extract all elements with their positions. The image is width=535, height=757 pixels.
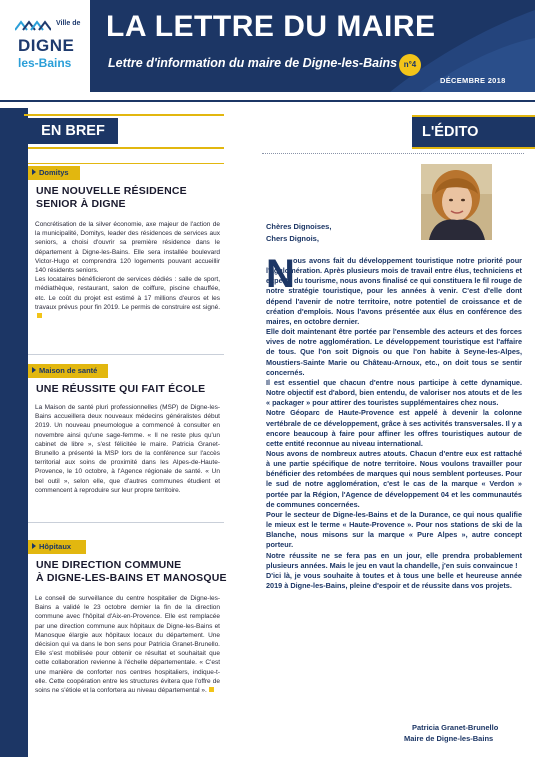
article-separator	[28, 522, 224, 523]
edito-paragraph: Notre Géoparc de Haute-Provence est appelé à devenir la colonne vertébrale de ce développement, grâce à ses activités transversales. Il y a encore beaucoup à faire pour affiner les offres touristiques autour de cette entité reconnue au niveau international.	[266, 408, 522, 448]
logo-digne-text: DIGNE	[18, 36, 75, 55]
article-paragraph-text: Le conseil de surveillance du centre hospitalier de Digne-les-Bains a validé le 23 octobre dernier la fin de la direction commune avec l'hôpital d'Aix-en-Provence. Elle est remplacée par une direction commune aux hôpitaux de Digne-les-Bains et Manosque élargie aux hôpitaux locaux du département. Une décision qui va dans le bon sens pour Patricia Granet-Brunello. Elle s'est mobilisée pour obtenir ce résultat et souhaitait que cette collaboration revienne à l'échelle départementale. « C'est une manière de conforter nos centres hospitaliers, indique-t-elle. Cette coopération entre les structures évitera que l'offre de soins ne s'étiole et la confortera au niveau départemental ».	[35, 595, 220, 695]
article-body	[35, 403, 220, 495]
issue-number-badge: n°4	[399, 54, 421, 76]
logo-bains-text: les-Bains	[18, 56, 72, 70]
en-bref-heading: EN BREF	[28, 118, 118, 144]
header-divider	[0, 100, 535, 102]
edito-paragraph: ous avons fait du développement touristique notre priorité pour l'agglomération. Après plusieurs mois de travail entre élus, techniciens et experts du tourisme, nous avons finalisé ce qui constituera le fil rouge de notre stratégie touristique, pour les années à venir. C'est d'elle dont dépend l'avenir de notre territoire, notre potentiel de croissance et de création d'emplois. Nous l'avons présentée aux élus en conférence des maires, en octobre dernier.	[266, 256, 522, 326]
signature-name: Patricia Granet-Brunello	[412, 723, 499, 732]
article-body	[35, 220, 220, 321]
article-title-line: UNE RÉUSSITE QUI FAIT ÉCOLE	[36, 383, 206, 395]
edito-paragraph: Pour le secteur de Digne-les-Bains et de la Durance, ce qui nous qualifie le mieux est le terme « Haute-Provence ». Pour nos stations de ski de la Blanche, nous misons sur la marque « Pure Alpes », autre concept porteur.	[266, 509, 522, 550]
mayor-portrait	[421, 164, 492, 240]
edito-paragraph: Nous avons de nombreux autres atouts. Chacun d'entre eux est rattaché à une partie spécifique de notre territoire. Nous voulons travailler pour bénéficier des retombées de marques qui nous semblent porteuses. Pour le sud de notre agglomération, c'est le cas de la marque « Verdon » portée par la Région, l'Agence de développement 04 et les communautés de communes concernées.	[266, 448, 522, 509]
article-paragraph	[35, 594, 220, 695]
arrow-icon	[32, 169, 36, 175]
en-bref-column	[0, 108, 250, 757]
article-title-line: SENIOR À DIGNE	[36, 198, 126, 210]
article-paragraph	[35, 275, 220, 321]
city-logo[interactable]	[6, 6, 90, 100]
edito-paragraph: Il est essentiel que chacun d'entre nous participe à cette dynamique. Notre objectif est d'abord, bien entendu, de valoriser nos atouts et de les « packager » pour attirer des touristes supplémentaires chez nous.	[266, 377, 522, 408]
gold-rule	[412, 147, 535, 149]
article-title-line: À DIGNE-LES-BAINS ET MANOSQUE	[36, 572, 227, 584]
tag-label: Maison de santé	[39, 366, 98, 375]
tag-maison-de-sante	[28, 364, 108, 378]
newsletter-header	[0, 0, 535, 100]
end-mark-icon	[37, 313, 42, 318]
title-band	[90, 0, 535, 92]
arrow-icon	[32, 543, 36, 549]
article-paragraph-text: Les locataires bénéficieront de services dédiés : salle de sport, médiathèque, restaurant, salon de coiffure, piscine chauffée, etc. Le coût du projet est estimé à 17 millions d'euros et les travaux prévus pour fin 2019. Le permis de construire est signé.	[35, 276, 220, 311]
edito-heading: L'ÉDITO	[412, 117, 535, 147]
article-title	[36, 185, 187, 211]
article-separator	[28, 354, 224, 355]
greeting-line: Chers Dignois,	[266, 234, 319, 243]
edito-paragraph: D'ici là, je vous souhaite à toutes et à tous une belle et heureuse année 2019 à Digne-les-Bains, pleine d'espoir et de réussite dans vos projets.	[266, 570, 522, 590]
edito-greeting	[266, 221, 331, 245]
roofs-icon	[15, 18, 51, 32]
article-title	[36, 383, 205, 396]
tag-label: Hôpitaux	[39, 542, 72, 551]
edito-paragraph: Elle doit maintenant être portée par l'ensemble des acteurs et des forces vives de notre agglomération. Le développement touristique est l'affaire de tous. Que l'on soit Dignois ou que l'on habite à Seyne-les-Alpes, Moustiers-Sainte Marie ou Château-Arnoux, etc., on doit tous se sentir concernés.	[266, 327, 522, 377]
newsletter-subtitle: Lettre d'information du maire de Digne-les-Bains	[108, 56, 398, 70]
article-title-line: UNE DIRECTION COMMUNE	[36, 559, 182, 571]
left-blue-rail	[0, 108, 28, 757]
article-body	[35, 594, 220, 695]
article-title	[36, 559, 227, 585]
edito-body	[266, 252, 522, 591]
dotted-divider	[262, 153, 524, 154]
tag-label: Domitys	[39, 168, 69, 177]
signature-role: Maire de Digne-les-Bains	[404, 734, 494, 743]
tag-rule	[28, 163, 224, 164]
tag-domitys	[28, 166, 80, 180]
arrow-icon	[32, 367, 36, 373]
newsletter-title: LA LETTRE DU MAIRE	[106, 10, 436, 43]
edito-dropcap: N	[266, 252, 295, 296]
tag-hopitaux	[28, 540, 86, 554]
greeting-line: Chères Dignoises,	[266, 222, 332, 231]
issue-date: DÉCEMBRE 2018	[440, 76, 506, 85]
logo-ville-text: Ville de	[56, 20, 81, 27]
gold-rule	[24, 114, 224, 116]
edito-paragraph: Notre réussite ne se fera pas en un jour, elle prendra probablement plusieurs années. Mais le jeu en vaut la chandelle, j'en suis convaincue !	[266, 550, 522, 570]
article-title-line: UNE NOUVELLE RÉSIDENCE	[36, 185, 187, 197]
article-paragraph: Concrétisation de la silver économie, axe majeur de l'action de la municipalité, Domitys, leader des résidences de services aux seniors, a choisi d'ouvrir sa première résidence dans le département à Digne-les-Bains. Elle sera installée boulevard Victor-Hugo et comprendra 120 logements pouvant accueillir 140 résidents seniors.	[35, 221, 220, 275]
gold-rule	[28, 147, 224, 149]
article-paragraph: La Maison de santé pluri professionnelles (MSP) de Digne-les-Bains accueillera deux nouveaux médecins généralistes début 2019. Un nouveau pneumologue a commencé à consulter en novembre ainsi qu'une sage-femme. « Il ne reste plus qu'un cabinet de libre », s'est félicitée le maire. Patricia Granet-Brunello a présenté la MSP lors de la conférence sur l'accès territorial aux soins de proximité dans les Alpes-de-Haute-Provence, le 10 octobre, à l'Agence régionale de santé. « Un bel outil », selon elle, que d'autres communes étudient et commencent à reproduire sur leur propre territoire.	[35, 404, 220, 494]
end-mark-icon	[209, 687, 214, 692]
